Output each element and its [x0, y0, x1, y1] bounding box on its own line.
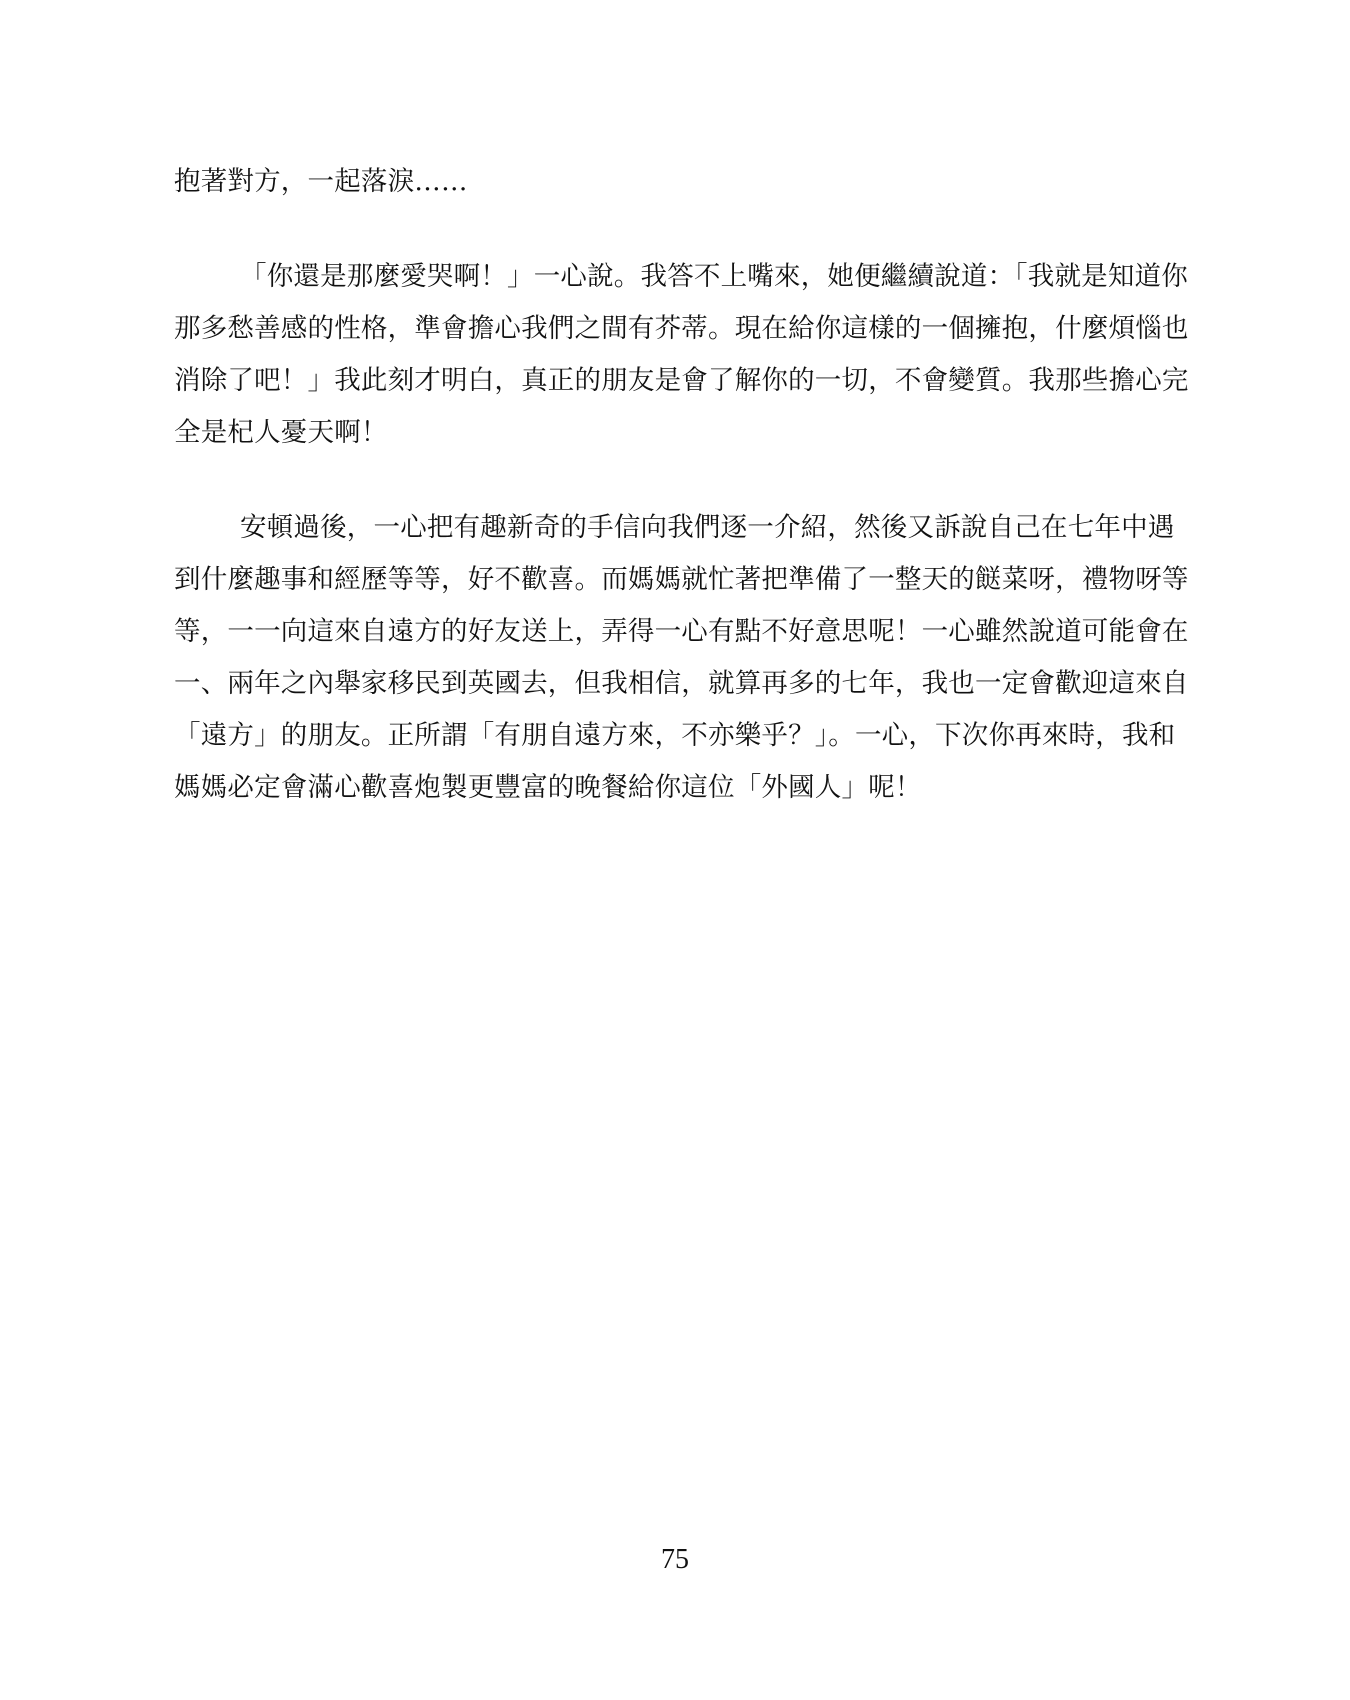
paragraph-line: 到什麼趣事和經歷等等，好不歡喜。而媽媽就忙著把準備了一整天的餸菜呀，禮物呀等 — [174, 564, 1189, 595]
paragraph-line: 「遠方」的朋友。正所謂「有朋自遠方來，不亦樂乎？」。一心，下次你再來時，我和 — [174, 720, 1176, 751]
paragraph-line: 抱著對方，一起落淚…… — [174, 166, 468, 197]
paragraph-line: 媽媽必定會滿心歡喜炮製更豐富的晚餐給你這位「外國人」呢！ — [174, 772, 922, 803]
paragraph-line: 「你還是那麼愛哭啊！」一心說。我答不上嘴來，她便繼續說道：「我就是知道你 — [240, 261, 1188, 292]
paragraph-2 — [174, 251, 1230, 459]
paragraph-1 — [174, 156, 1230, 208]
paragraph-line: 消除了吧！」我此刻才明白，真正的朋友是會了解你的一切，不會變質。我那些擔心完 — [174, 365, 1189, 396]
paragraph-line: 安頓過後，一心把有趣新奇的手信向我們逐一介紹，然後又訴說自己在七年中遇 — [240, 512, 1175, 543]
paragraph-gap — [174, 208, 1230, 251]
paragraph-line: 那多愁善感的性格，準會擔心我們之間有芥蒂。現在給你這樣的一個擁抱，什麼煩惱也 — [174, 313, 1189, 344]
page-number: 75 — [661, 1544, 689, 1575]
paragraph-3 — [174, 502, 1230, 814]
paragraph-line: 一、兩年之內舉家移民到英國去，但我相信，就算再多的七年，我也一定會歡迎這來自 — [174, 668, 1189, 699]
paragraph-gap — [174, 459, 1230, 502]
paragraph-line: 等，一一向這來自遠方的好友送上，弄得一心有點不好意思呢！一心雖然說道可能會在 — [174, 616, 1189, 647]
paragraph-line: 全是杞人憂天啊！ — [174, 417, 388, 448]
body-text — [174, 156, 1230, 814]
